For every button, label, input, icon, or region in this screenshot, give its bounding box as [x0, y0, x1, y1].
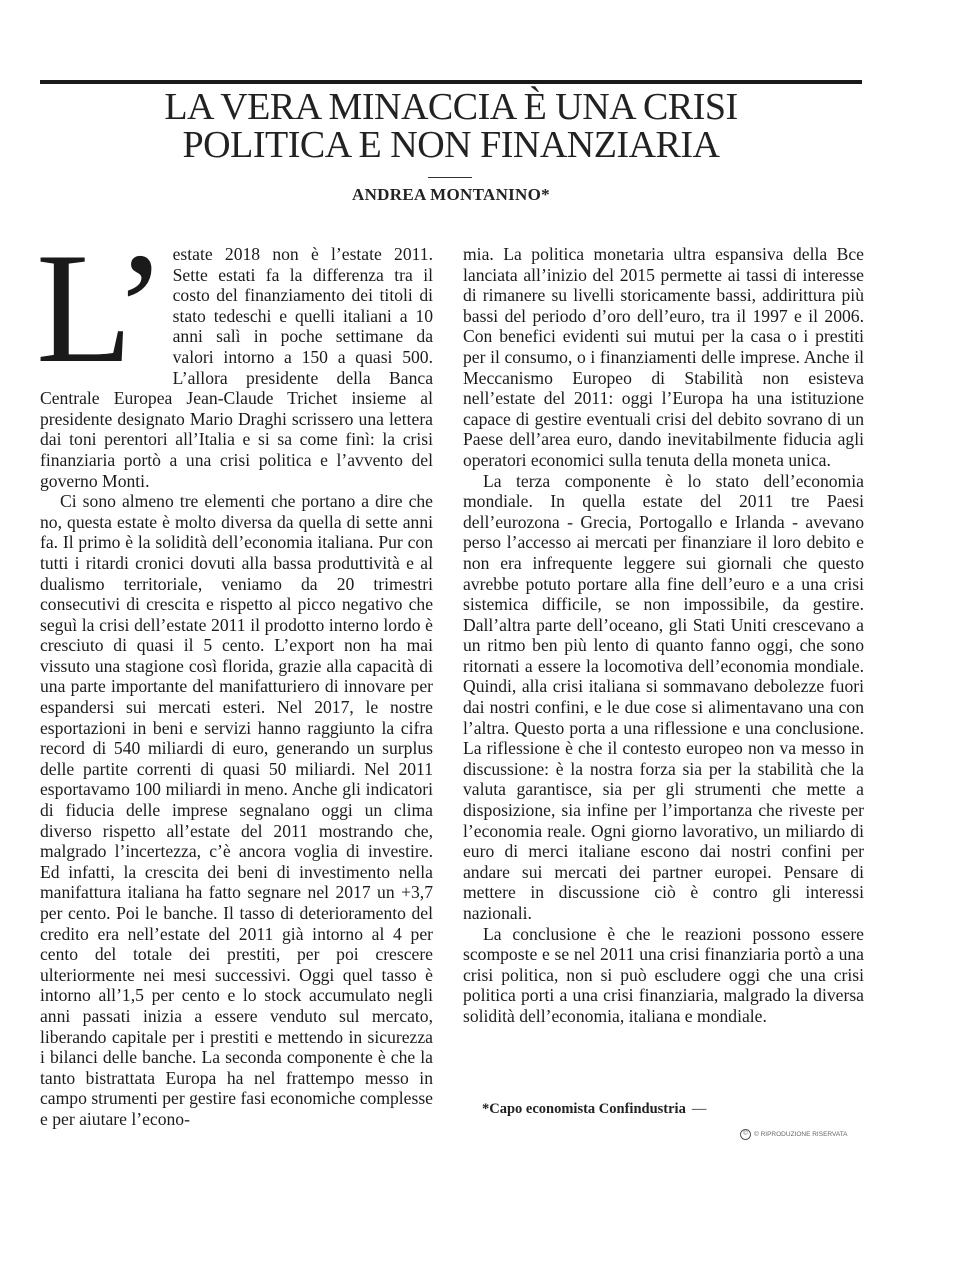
paragraph-4: La conclusione è che le reazioni possono essere scomposte e se nel 2011 una crisi finanziaria portò a una crisi politica, non si può escludere oggi che una crisi politica porti a una crisi finanziaria, malgrado la diversa solidità dell’economia, italiana e mondiale.: [463, 923, 864, 1026]
left-column: [36, 221, 433, 1130]
paragraph-1-text: estate 2018 non è l’estate 2011. Sette estati fa la differenza tra il costo del finanziamento dei titoli di stato tedeschi e quelli italiani a 10 anni salì in poche settimane da valori intorno a 150 a quasi 500. L’allora presidente della Banca Centrale Europea Jean-Claude Trichet insieme al presidente designato Mario Draghi scrissero una lettera dai toni perentori all’Italia e si sa come finì: la crisi finanziaria portò a una crisi politica e l’avvento del governo Monti.: [40, 244, 433, 491]
drop-cap: L’: [36, 221, 163, 396]
title-line-2: POLITICA E NON FINANZIARIA: [182, 124, 720, 166]
paragraph-2: Ci sono almeno tre elementi che portano a dire che no, questa estate è molto diversa da quella di sette anni fa. Il primo è la solidità dell’economia italiana. Pur con tutti i ritardi cronici dovuti alla bassa produttività e al dualismo territoriale, veniamo da 20 trimestri consecutivi di crescita e rispetto al picco negativo che seguì la crisi dell’estate 2011 il prodotto interno lordo è cresciuto di quasi il 5 cento. L’export non ha mai vissuto una stagione così florida, grazie alla capacità di una parte importante del manifatturiero di innovare per espandersi sui mercati esteri. Nel 2017, le nostre esportazioni in beni e servizi hanno raggiunto la cifra record di 540 miliardi di euro, generando un surplus delle partite correnti di quasi 50 miliardi. Nel 2011 esportavamo 100 miliardi in meno. Anche gli indicatori di fiducia delle imprese segnalano oggi un clima diverso rispetto all’estate del 2011 mostrando che, malgrado l’incertezza, c’è ancora voglia di investire. Ed infatti, la crescita dei beni di investimento nella manifattura italiana ha fatto segnare nel 2017 un +3,7 per cento. Poi le banche. Il tasso di deterioramento del credito era nell’estate del 2011 già intorno al 4 per cento del totale dei prestiti, per poi crescere ulteriormente nei mesi successivi. Oggi quel tasso è intorno all’1,5 per cento e lo stock accumulato negli anni passati inizia a essere venduto sul mercato, liberando capitale per i prestiti e mettendo in sicurezza i bilanci delle banche. La seconda componente è che la tanto bistrattata Europa ha nel frattempo messo in campo strumenti per gestire fasi economiche complesse e per aiutare l’econo-: [40, 491, 433, 1129]
author-byline: ANDREA MONTANINO*: [352, 185, 550, 204]
copyright-text: © RIPRODUZIONE RISERVATA: [754, 1131, 848, 1139]
paragraph-3: La terza componente è lo stato dell’economia mondiale. In quella estate del 2011 tre Paesi dell’eurozona - Grecia, Portogallo e Irlanda - avevano perso l’accesso ai mercati per finanziare il loro debito e non era infrequente leggere sui giornali che questo avrebbe potuto portare alla fine dell’euro e a una crisi sistemica difficile, se non impossibile, da gestire. Dall’altra parte dell’oceano, gli Stati Uniti crescevano a un ritmo ben più lento di quanto fanno oggi, che sono ritornati a essere la locomotiva dell’economia mondiale. Quindi, alla crisi italiana si sommavano debolezze fuori dai nostri confini, e le due cose si alimentavano una con l’altra. Questo porta a una riflessione e una conclusione. La riflessione è che il contesto europeo non va messo in discussione: è la nostra forza sia per la stabilità che la valuta garantisce, sia per gli strumenti che mette a disposizione, sia infine per l’importanza che riveste per l’economia reale. Ogni giorno lavorativo, un miliardo di euro di merci italiane escono dai nostri confini per andare sui mercati dei partner europei. Pensare di mettere in discussione ciò è contro gli interessi nazionali.: [463, 470, 864, 923]
top-rule: [40, 80, 862, 84]
right-column: [463, 244, 864, 1027]
title-line-1: LA VERA MINACCIA È UNA CRISI: [164, 86, 738, 128]
author-footnote: [482, 1101, 706, 1118]
footnote-dash: —: [691, 1101, 707, 1117]
copyright-notice: [740, 1129, 848, 1140]
paragraph-2-continued: mia. La politica monetaria ultra espansiva della Bce lanciata all’inizio del 2015 permette ai tassi di interesse di rimanere su livelli storicamente bassi, addirittura più bassi del periodo d’oro dell’euro, tra il 1997 e il 2006. Con benefici evidenti sui mutui per la casa o i prestiti per il consumo, o i finanziamenti delle imprese. Anche il Meccanismo Europeo di Stabilità non esisteva nell’estate del 2011: oggi l’Europa ha una istituzione capace di gestire eventuali crisi del debito sovrano di un Paese dell’area euro, dando inevitabilmente fiducia agli operatori economici sulla tenuta della moneta unica.: [463, 244, 864, 470]
article-title: [40, 88, 862, 164]
footnote-text: *Capo economista Confindustria: [482, 1101, 686, 1117]
copyright-icon: ©: [740, 1129, 751, 1140]
paragraph-1: [36, 221, 433, 491]
byline-rule: [428, 177, 472, 178]
